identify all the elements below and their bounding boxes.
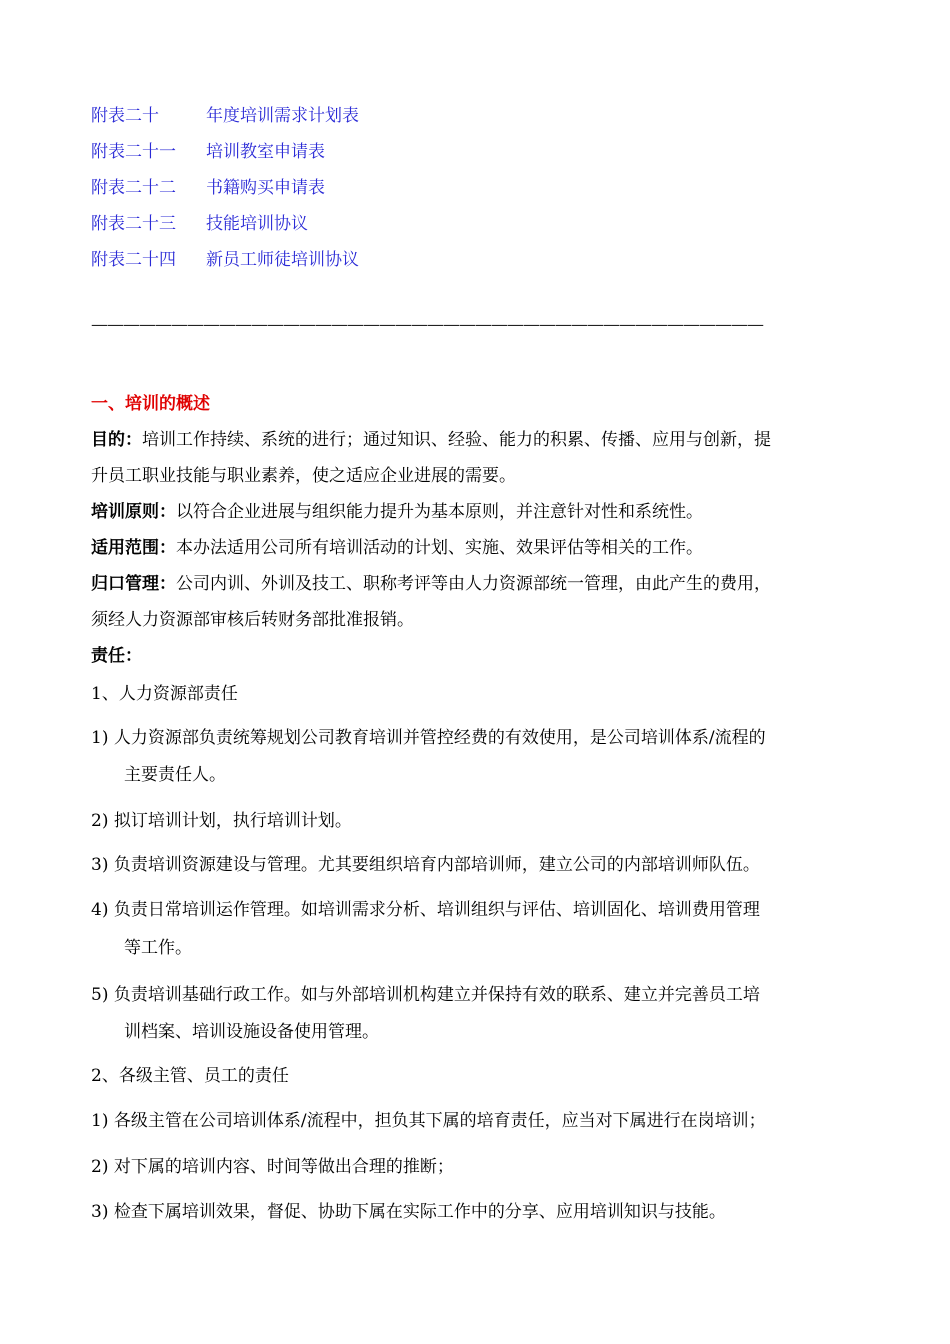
purpose-line [91,425,861,450]
appendix-22 [91,173,325,198]
appendix-number: 附表二十三 [91,214,176,234]
appendix-21 [91,137,325,162]
appendix-20 [91,101,359,126]
management-line-2: 须经人力资源部审核后转财务部批准报销。 [91,610,414,630]
manager-item-3: 3) 检查下属培训效果，督促、协助下属在实际工作中的分享、应用培训知识与技能。 [91,1202,726,1222]
scope-text: 本办法适用公司所有培训活动的计划、实施、效果评估等相关的工作。 [176,538,703,558]
manager-item-2: 2) 对下属的培训内容、时间等做出合理的推断； [91,1157,454,1177]
appendix-24 [91,245,359,270]
hr-item-1-cont: 主要责任人。 [124,765,226,785]
principle-label: 培训原则： [91,502,176,522]
principle-text: 以符合企业进展与组织能力提升为基本原则，并注意针对性和系统性。 [176,502,703,522]
manager-heading: 2、各级主管、员工的责任 [91,1066,289,1086]
scope-label: 适用范围： [91,538,176,558]
appendix-title: 培训教室申请表 [206,142,325,162]
purpose-text: 培训工作持续、系统的进行；通过知识、经验、能力的积累、传播、应用与创新，提 [142,430,771,450]
appendix-title: 书籍购买申请表 [206,178,325,198]
hr-item-4-cont: 等工作。 [124,938,192,958]
responsibility-label: 责任： [91,646,142,666]
hr-item-5: 5) 负责培训基础行政工作。如与外部培训机构建立并保持有效的联系、建立并完善员工培 [91,985,760,1005]
appendix-number: 附表二十四 [91,250,176,270]
hr-heading: 1、人力资源部责任 [91,684,238,704]
management-label: 归口管理： [91,574,176,594]
appendix-title: 新员工师徒培训协议 [206,250,359,270]
hr-item-5-cont: 训档案、培训设施设备使用管理。 [124,1022,379,1042]
scope-line [91,533,861,558]
appendix-number: 附表二十 [91,106,159,126]
section-title: 一、培训的概述 [91,394,210,414]
appendix-title: 技能培训协议 [206,214,308,234]
hr-item-4: 4) 负责日常培训运作管理。如培训需求分析、培训组织与评估、培训固化、培训费用管理 [91,900,760,920]
purpose-line-2: 升员工职业技能与职业素养，使之适应企业进展的需要。 [91,466,516,486]
manager-item-1: 1) 各级主管在公司培训体系/流程中，担负其下属的培育责任，应当对下属进行在岗培训； [91,1111,766,1131]
management-line [91,569,861,594]
purpose-label: 目的： [91,430,142,450]
divider-line: —————————————————————————————————————————— [91,315,763,335]
appendix-title: 年度培训需求计划表 [206,106,359,126]
management-text: 公司内训、外训及技工、职称考评等由人力资源部统一管理，由此产生的费用， [176,574,771,594]
principle-line [91,497,861,522]
appendix-number: 附表二十一 [91,142,176,162]
appendix-23 [91,209,308,234]
hr-item-1: 1) 人力资源部负责统筹规划公司教育培训并管控经费的有效使用，是公司培训体系/流程的 [91,728,766,748]
hr-item-3: 3) 负责培训资源建设与管理。尤其要组织培育内部培训师，建立公司的内部培训师队伍。 [91,855,760,875]
hr-item-2: 2) 拟订培训计划，执行培训计划。 [91,811,352,831]
appendix-number: 附表二十二 [91,178,176,198]
